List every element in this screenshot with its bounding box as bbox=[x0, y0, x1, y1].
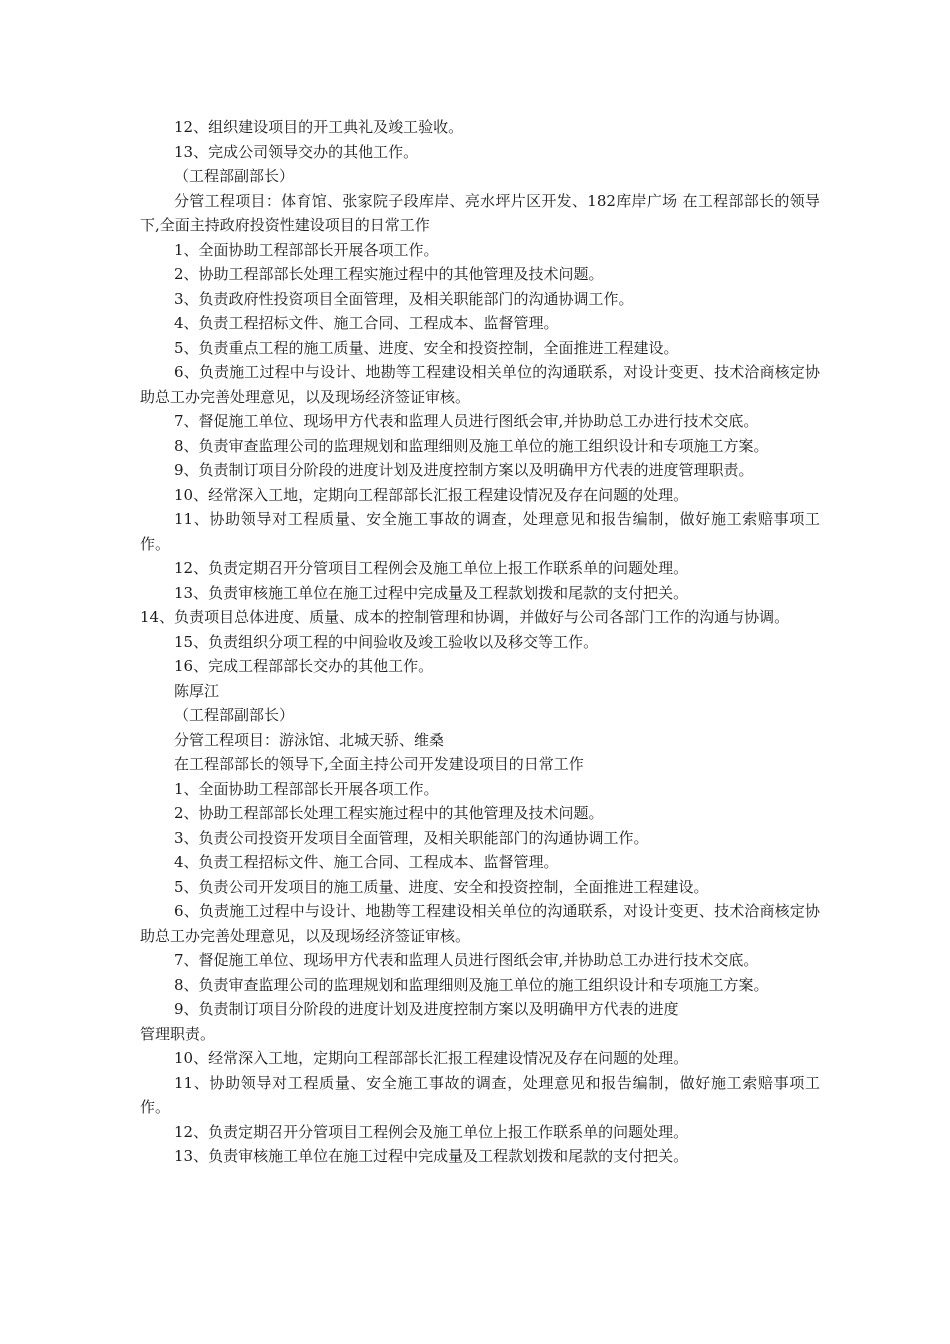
duty-line: 3、负责政府性投资项目全面管理，及相关职能部门的沟通协调工作。 bbox=[174, 289, 634, 308]
duty-line: 12、负责定期召开分管项目工程例会及施工单位上报工作联系单的问题处理。 bbox=[174, 1122, 689, 1141]
person-name: 陈厚江 bbox=[174, 681, 220, 700]
duty-line: 16、完成工程部部长交办的其他工作。 bbox=[174, 657, 434, 675]
duty-line: 7、督促施工单位、现场甲方代表和监理人员进行图纸会审,并协助总工办进行技术交底。 bbox=[174, 951, 759, 969]
projects-line: 分管工程项目：游泳馆、北城天骄、维桑 bbox=[174, 730, 445, 749]
duty-line: 2、协助工程部部长处理工程实施过程中的其他管理及技术问题。 bbox=[174, 804, 604, 822]
duty-line: 6、负责施工过程中与设计、地勘等工程建设相关单位的沟通联系，对设计变更、技术洽商核定协助总工办完善处理意见，以及现场经济签证审核。 bbox=[140, 363, 820, 406]
duty-line: 4、负责工程招标文件、施工合同、工程成本、监督管理。 bbox=[174, 853, 559, 871]
duty-line: 5、负责公司开发项目的施工质量、进度、安全和投资控制，全面推进工程建设。 bbox=[174, 877, 709, 896]
duty-line-continuation: 管理职责。 bbox=[140, 1024, 216, 1043]
duty-line: 9、负责制订项目分阶段的进度计划及进度控制方案以及明确甲方代表的进度管理职责。 bbox=[174, 461, 754, 479]
duty-line: 11、协助领导对工程质量、安全施工事故的调查，处理意见和报告编制，做好施工索赔事项工作。 bbox=[140, 510, 820, 553]
duty-line: 1、全面协助工程部部长开展各项工作。 bbox=[174, 240, 439, 259]
duty-line: 12、组织建设项目的开工典礼及竣工验收。 bbox=[174, 118, 464, 136]
duty-line: 9、负责制订项目分阶段的进度计划及进度控制方案以及明确甲方代表的进度 bbox=[174, 1000, 679, 1018]
duty-line: 10、经常深入工地，定期向工程部部长汇报工程建设情况及存在问题的处理。 bbox=[174, 1049, 689, 1067]
duty-line: 13、负责审核施工单位在施工过程中完成量及工程款划拨和尾款的支付把关。 bbox=[174, 583, 689, 602]
position-title: （工程部副部长） bbox=[174, 167, 295, 185]
document-body bbox=[140, 115, 820, 1169]
duty-line: 14、负责项目总体进度、质量、成本的控制管理和协调，并做好与公司各部门工作的沟通与协调。 bbox=[140, 608, 790, 626]
duty-line: 8、负责审查监理公司的监理规划和监理细则及施工单位的施工组织设计和专项施工方案。 bbox=[174, 436, 769, 455]
duty-line: 1、全面协助工程部部长开展各项工作。 bbox=[174, 779, 439, 798]
duty-line: 3、负责公司投资开发项目全面管理，及相关职能部门的沟通协调工作。 bbox=[174, 828, 649, 847]
duty-line: 7、督促施工单位、现场甲方代表和监理人员进行图纸会审,并协助总工办进行技术交底。 bbox=[174, 412, 759, 430]
duty-line: 2、协助工程部部长处理工程实施过程中的其他管理及技术问题。 bbox=[174, 265, 604, 283]
duty-line: 10、经常深入工地，定期向工程部部长汇报工程建设情况及存在问题的处理。 bbox=[174, 485, 689, 504]
duty-line: 15、负责组织分项工程的中间验收及竣工验收以及移交等工作。 bbox=[174, 632, 599, 651]
duty-line: 13、负责审核施工单位在施工过程中完成量及工程款划拨和尾款的支付把关。 bbox=[174, 1147, 689, 1165]
projects-line: 分管工程项目：体育馆、张家院子段库岸、亮水坪片区开发、182库岸广场 在工程部部长的领导下,全面主持政府投资性建设项目的日常工作 bbox=[140, 191, 820, 234]
intro-line: 在工程部部长的领导下,全面主持公司开发建设项目的日常工作 bbox=[174, 755, 584, 773]
duty-line: 12、负责定期召开分管项目工程例会及施工单位上报工作联系单的问题处理。 bbox=[174, 559, 689, 577]
duty-line: 5、负责重点工程的施工质量、进度、安全和投资控制，全面推进工程建设。 bbox=[174, 338, 679, 357]
position-title: （工程部副部长） bbox=[174, 706, 295, 724]
duty-line: 6、负责施工过程中与设计、地勘等工程建设相关单位的沟通联系，对设计变更、技术洽商核定协助总工办完善处理意见，以及现场经济签证审核。 bbox=[140, 902, 820, 945]
duty-line: 4、负责工程招标文件、施工合同、工程成本、监督管理。 bbox=[174, 314, 559, 332]
duty-line: 8、负责审查监理公司的监理规划和监理细则及施工单位的施工组织设计和专项施工方案。 bbox=[174, 975, 769, 994]
duty-line: 13、完成公司领导交办的其他工作。 bbox=[174, 142, 419, 161]
duty-line: 11、协助领导对工程质量、安全施工事故的调查，处理意见和报告编制，做好施工索赔事项工作。 bbox=[140, 1073, 820, 1116]
